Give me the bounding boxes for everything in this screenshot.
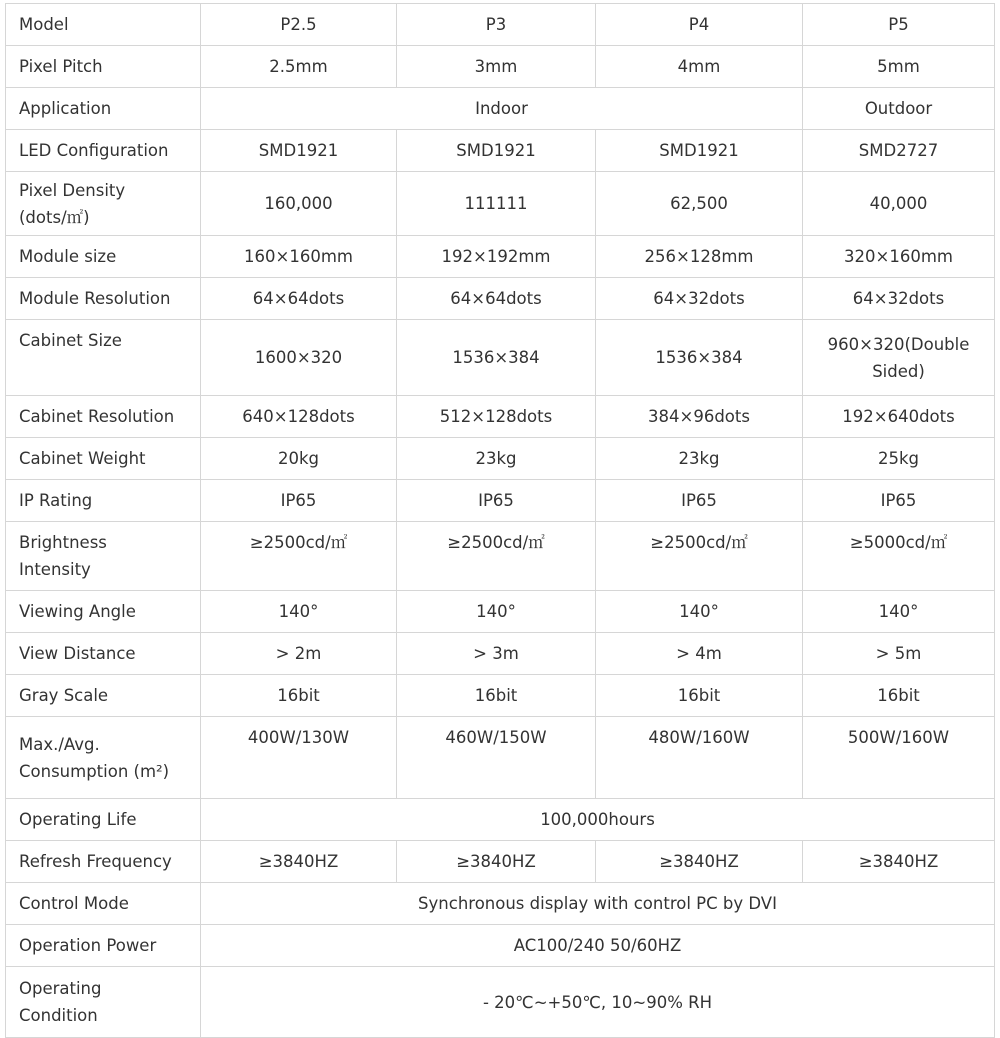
row-label: Model: [6, 4, 201, 46]
row-label-line2: Intensity: [19, 560, 91, 579]
row-brightness: [6, 522, 995, 591]
row-label: [6, 522, 201, 591]
cell-p4: 384×96dots: [596, 396, 803, 438]
cell-p3: IP65: [397, 480, 596, 522]
row-label: LED Configuration: [6, 130, 201, 172]
row-label: Viewing Angle: [6, 591, 201, 633]
row-label: [6, 172, 201, 236]
row-consumption: [6, 717, 995, 799]
row-label: Refresh Frequency: [6, 841, 201, 883]
cell-p4: > 4m: [596, 633, 803, 675]
cell-p5: 140°: [803, 591, 995, 633]
row-ip-rating: [6, 480, 995, 522]
cell-p25: SMD1921: [201, 130, 397, 172]
cell-p25: ≥2500cd/㎡: [201, 522, 397, 591]
spec-table-container: [5, 3, 994, 1038]
cell-p25: ≥3840HZ: [201, 841, 397, 883]
cell-p5: ≥3840HZ: [803, 841, 995, 883]
cell-p5: P5: [803, 4, 995, 46]
cell-p3: 1536×384: [397, 320, 596, 396]
cell-p4: 1536×384: [596, 320, 803, 396]
cell-p25: IP65: [201, 480, 397, 522]
cell-p25: 160,000: [201, 172, 397, 236]
cell-p5: 320×160mm: [803, 236, 995, 278]
row-pixel-pitch: [6, 46, 995, 88]
row-label: Operation Power: [6, 925, 201, 967]
cell-p4: IP65: [596, 480, 803, 522]
cell-p5: 5mm: [803, 46, 995, 88]
row-module-size: [6, 236, 995, 278]
row-pixel-density: [6, 172, 995, 236]
cell-p5: 16bit: [803, 675, 995, 717]
cell-p5: [803, 320, 995, 396]
row-label: Module Resolution: [6, 278, 201, 320]
cell-p25: 16bit: [201, 675, 397, 717]
cell-p3: SMD1921: [397, 130, 596, 172]
row-led-configuration: [6, 130, 995, 172]
row-operating-life: [6, 799, 995, 841]
row-label: Gray Scale: [6, 675, 201, 717]
row-label: View Distance: [6, 633, 201, 675]
cell-p5-line1: 960×320(Double: [827, 334, 970, 354]
cell-p25: 140°: [201, 591, 397, 633]
cell-p5: 500W/160W: [803, 717, 995, 799]
row-view-distance: [6, 633, 995, 675]
cell-p3: P3: [397, 4, 596, 46]
row-label: [6, 967, 201, 1038]
cell-p25: 2.5mm: [201, 46, 397, 88]
cell-p25: P2.5: [201, 4, 397, 46]
cell-p3: 64×64dots: [397, 278, 596, 320]
row-control-mode: [6, 883, 995, 925]
cell-p3: 111111: [397, 172, 596, 236]
row-label: Operating Life: [6, 799, 201, 841]
cell-p25: 640×128dots: [201, 396, 397, 438]
cell-p4: 62,500: [596, 172, 803, 236]
cell-p25: 160×160mm: [201, 236, 397, 278]
row-label: Cabinet Weight: [6, 438, 201, 480]
cell-all: 100,000hours: [201, 799, 995, 841]
cell-p5: IP65: [803, 480, 995, 522]
row-label: Application: [6, 88, 201, 130]
cell-indoor: Indoor: [201, 88, 803, 130]
cell-p4: 480W/160W: [596, 717, 803, 799]
cell-p4: ≥2500cd/㎡: [596, 522, 803, 591]
cell-p4: 64×32dots: [596, 278, 803, 320]
cell-p3: > 3m: [397, 633, 596, 675]
cell-p5: SMD2727: [803, 130, 995, 172]
row-operating-condition: [6, 967, 995, 1038]
row-operation-power: [6, 925, 995, 967]
row-label: IP Rating: [6, 480, 201, 522]
row-label: Module size: [6, 236, 201, 278]
cell-p3: ≥3840HZ: [397, 841, 596, 883]
cell-p25: 400W/130W: [201, 717, 397, 799]
cell-p4: 140°: [596, 591, 803, 633]
row-gray-scale: [6, 675, 995, 717]
cell-p3: 140°: [397, 591, 596, 633]
row-label: Pixel Pitch: [6, 46, 201, 88]
row-cabinet-resolution: [6, 396, 995, 438]
row-refresh-frequency: [6, 841, 995, 883]
cell-p3: 512×128dots: [397, 396, 596, 438]
cell-p5: 64×32dots: [803, 278, 995, 320]
cell-p3: 23kg: [397, 438, 596, 480]
row-label-line1: Pixel Density: [19, 180, 126, 200]
cell-p5-line2: Sided): [872, 361, 925, 381]
cell-outdoor: Outdoor: [803, 88, 995, 130]
row-label: Control Mode: [6, 883, 201, 925]
row-cabinet-weight: [6, 438, 995, 480]
cell-all: Synchronous display with control PC by DVI: [201, 883, 995, 925]
row-cabinet-size: [6, 320, 995, 396]
cell-p4: 23kg: [596, 438, 803, 480]
row-module-resolution: [6, 278, 995, 320]
row-viewing-angle: [6, 591, 995, 633]
cell-p25: 64×64dots: [201, 278, 397, 320]
row-application: [6, 88, 995, 130]
cell-p4: 4mm: [596, 46, 803, 88]
row-label-line1: Brightness: [19, 533, 107, 552]
row-label-line2: (dots/㎡): [19, 207, 90, 227]
cell-p5: > 5m: [803, 633, 995, 675]
cell-p3: 192×192mm: [397, 236, 596, 278]
cell-p3: 16bit: [397, 675, 596, 717]
cell-p3: 460W/150W: [397, 717, 596, 799]
cell-p4: 256×128mm: [596, 236, 803, 278]
cell-p5: 25kg: [803, 438, 995, 480]
row-label-line1: Max./Avg.: [19, 734, 100, 754]
spec-table: [5, 3, 995, 1038]
cell-p25: > 2m: [201, 633, 397, 675]
cell-all: AC100/240 50/60HZ: [201, 925, 995, 967]
cell-p4: SMD1921: [596, 130, 803, 172]
cell-p5: 40,000: [803, 172, 995, 236]
cell-p4: ≥3840HZ: [596, 841, 803, 883]
cell-p4: 16bit: [596, 675, 803, 717]
row-label: Cabinet Resolution: [6, 396, 201, 438]
cell-p3: 3mm: [397, 46, 596, 88]
cell-p5: ≥5000cd/㎡: [803, 522, 995, 591]
cell-p4: P4: [596, 4, 803, 46]
row-model: [6, 4, 995, 46]
row-label-line2: Condition: [19, 1006, 98, 1025]
cell-p25: 20kg: [201, 438, 397, 480]
cell-p25: 1600×320: [201, 320, 397, 396]
cell-all: - 20℃~+50℃, 10~90% RH: [201, 967, 995, 1038]
cell-p5: 192×640dots: [803, 396, 995, 438]
row-label: [6, 717, 201, 799]
row-label-line2: Consumption (m²): [19, 761, 170, 781]
row-label: Cabinet Size: [6, 320, 201, 396]
cell-p3: ≥2500cd/㎡: [397, 522, 596, 591]
row-label-line1: Operating: [19, 979, 102, 998]
